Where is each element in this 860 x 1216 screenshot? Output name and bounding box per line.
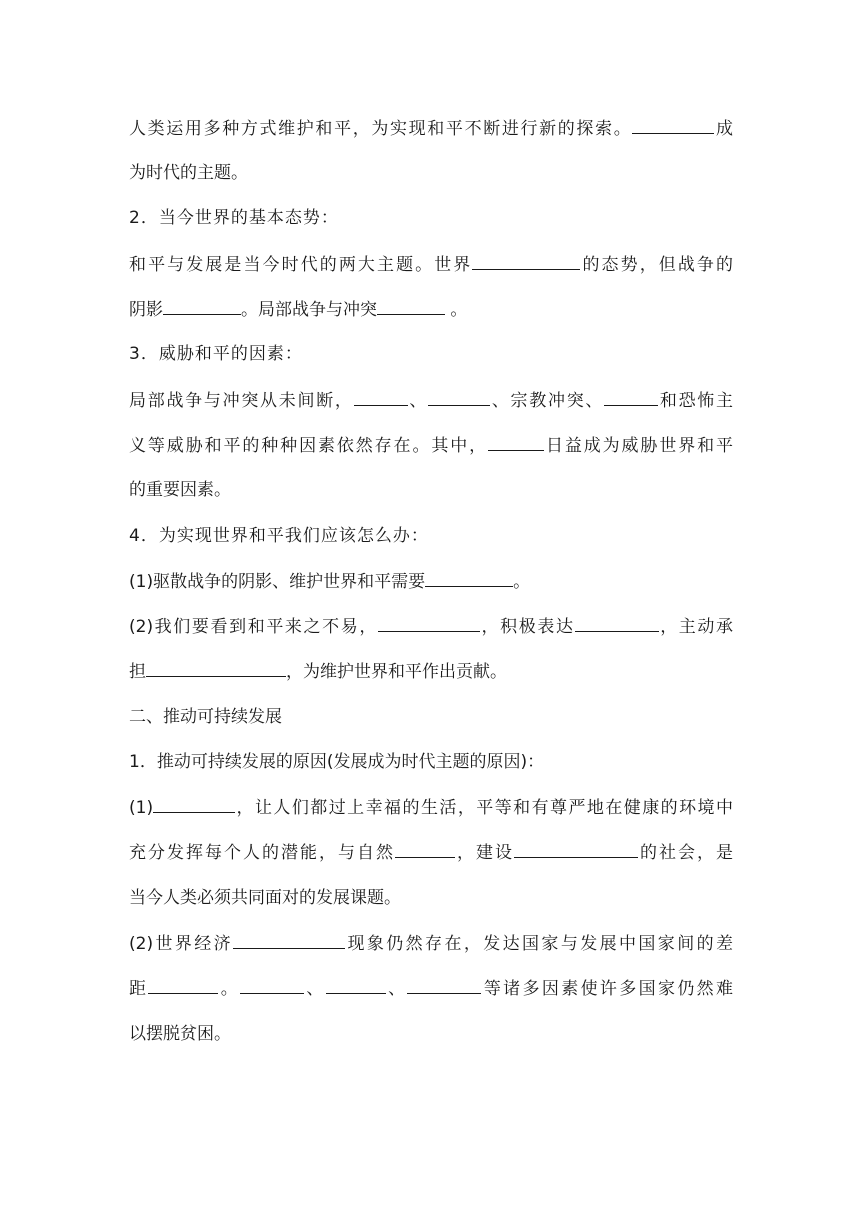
fill-blank[interactable]: [407, 976, 481, 994]
text-segment: 的重要因素。: [129, 480, 231, 500]
text-segment: 日益成为威胁世界和平: [544, 436, 734, 456]
fill-blank[interactable]: [146, 659, 286, 677]
text-segment: 阴影: [129, 300, 163, 320]
text-line: [129, 478, 231, 502]
text-line: [129, 569, 530, 594]
text-segment: 、宗教冲突、: [490, 391, 605, 411]
text-line: [129, 840, 733, 865]
text-segment: 、: [304, 979, 326, 999]
text-line: [129, 976, 733, 1001]
fill-blank[interactable]: [514, 840, 638, 858]
section-heading: [129, 705, 282, 729]
fill-blank[interactable]: [395, 840, 455, 858]
text-segment: 义等威胁和平的种种因素依然存在。其中，: [129, 436, 489, 456]
text-segment: 1．推动可持续发展的原因(发展成为时代主题的原因)：: [129, 752, 545, 772]
fill-blank[interactable]: [326, 976, 386, 994]
text-segment: ，积极表达: [479, 617, 575, 637]
text-line: [129, 795, 733, 820]
text-segment: 成: [714, 119, 734, 139]
text-segment: 和平与发展是当今时代的两大主题。世界: [129, 255, 473, 275]
text-segment: 局部战争与冲突从未间断，: [129, 391, 354, 411]
text-line: [129, 931, 733, 956]
text-segment: ，主动承: [658, 617, 734, 637]
text-segment: 。局部战争与冲突: [241, 300, 377, 320]
text-segment: 3．威胁和平的因素：: [129, 344, 303, 364]
text-line: [129, 116, 733, 141]
text-segment: (1)驱散战争的阴影、维护世界和平需要: [129, 572, 426, 592]
fill-blank[interactable]: [233, 931, 345, 949]
text-segment: ，建设: [455, 843, 514, 863]
text-segment: 以摆脱贫困。: [129, 1024, 231, 1044]
fill-blank[interactable]: [240, 976, 304, 994]
text-segment: ，为维护世界和平作出贡献。: [286, 662, 507, 682]
fill-blank[interactable]: [163, 297, 241, 315]
text-line: [129, 252, 733, 277]
text-segment: 、: [385, 979, 408, 999]
text-segment: 担: [129, 662, 146, 682]
text-segment: 人类运用多种方式维护和平，为实现和平不断进行新的探索。: [129, 119, 633, 139]
text-segment: (2)世界经济: [129, 934, 234, 954]
section-heading: [129, 342, 303, 366]
fill-blank[interactable]: [488, 433, 544, 451]
text-line: [129, 659, 507, 684]
fill-blank[interactable]: [604, 388, 658, 406]
section-heading: [129, 206, 339, 230]
text-segment: 。: [513, 572, 531, 592]
text-segment: 充分发挥每个人的潜能，与自然: [129, 843, 395, 863]
text-segment: (2)我们要看到和平来之不易，: [129, 617, 378, 637]
text-line: [129, 614, 733, 639]
text-segment: (1): [129, 798, 154, 818]
text-line: [129, 297, 467, 322]
text-line: [129, 433, 733, 458]
fill-blank[interactable]: [575, 614, 659, 632]
fill-blank[interactable]: [632, 116, 714, 134]
fill-blank[interactable]: [148, 976, 218, 994]
text-segment: 等诸多因素使许多国家仍然难: [481, 979, 734, 999]
text-segment: 、: [407, 391, 429, 411]
text-segment: 距: [129, 979, 149, 999]
fill-blank[interactable]: [153, 795, 235, 813]
text-line: [129, 388, 733, 413]
text-segment: 二、推动可持续发展: [129, 707, 282, 727]
text-segment: 2．当今世界的基本态势：: [129, 208, 339, 228]
text-segment: 现象仍然存在，发达国家与发展中国家间的差: [345, 934, 733, 954]
text-segment: 的社会，是: [638, 843, 733, 863]
text-line: [129, 1022, 231, 1046]
text-line: [129, 161, 248, 185]
fill-blank[interactable]: [472, 252, 580, 270]
fill-blank[interactable]: [378, 614, 480, 632]
text-segment: 为时代的主题。: [129, 163, 248, 183]
section-heading: [129, 750, 544, 774]
text-segment: 。: [218, 979, 241, 999]
fill-blank[interactable]: [354, 388, 408, 406]
fill-blank[interactable]: [377, 297, 445, 315]
text-segment: 。: [445, 300, 468, 320]
text-segment: 的态势，但战争的: [580, 255, 734, 275]
fill-blank[interactable]: [425, 569, 513, 587]
text-line: [129, 886, 401, 910]
text-segment: 当今人类必须共同面对的发展课题。: [129, 888, 401, 908]
section-heading: [129, 524, 429, 548]
text-segment: 4．为实现世界和平我们应该怎么办：: [129, 526, 429, 546]
fill-blank[interactable]: [428, 388, 490, 406]
text-segment: 和恐怖主: [658, 391, 734, 411]
text-segment: ，让人们都过上幸福的生活，平等和有尊严地在健康的环境中: [235, 798, 733, 818]
